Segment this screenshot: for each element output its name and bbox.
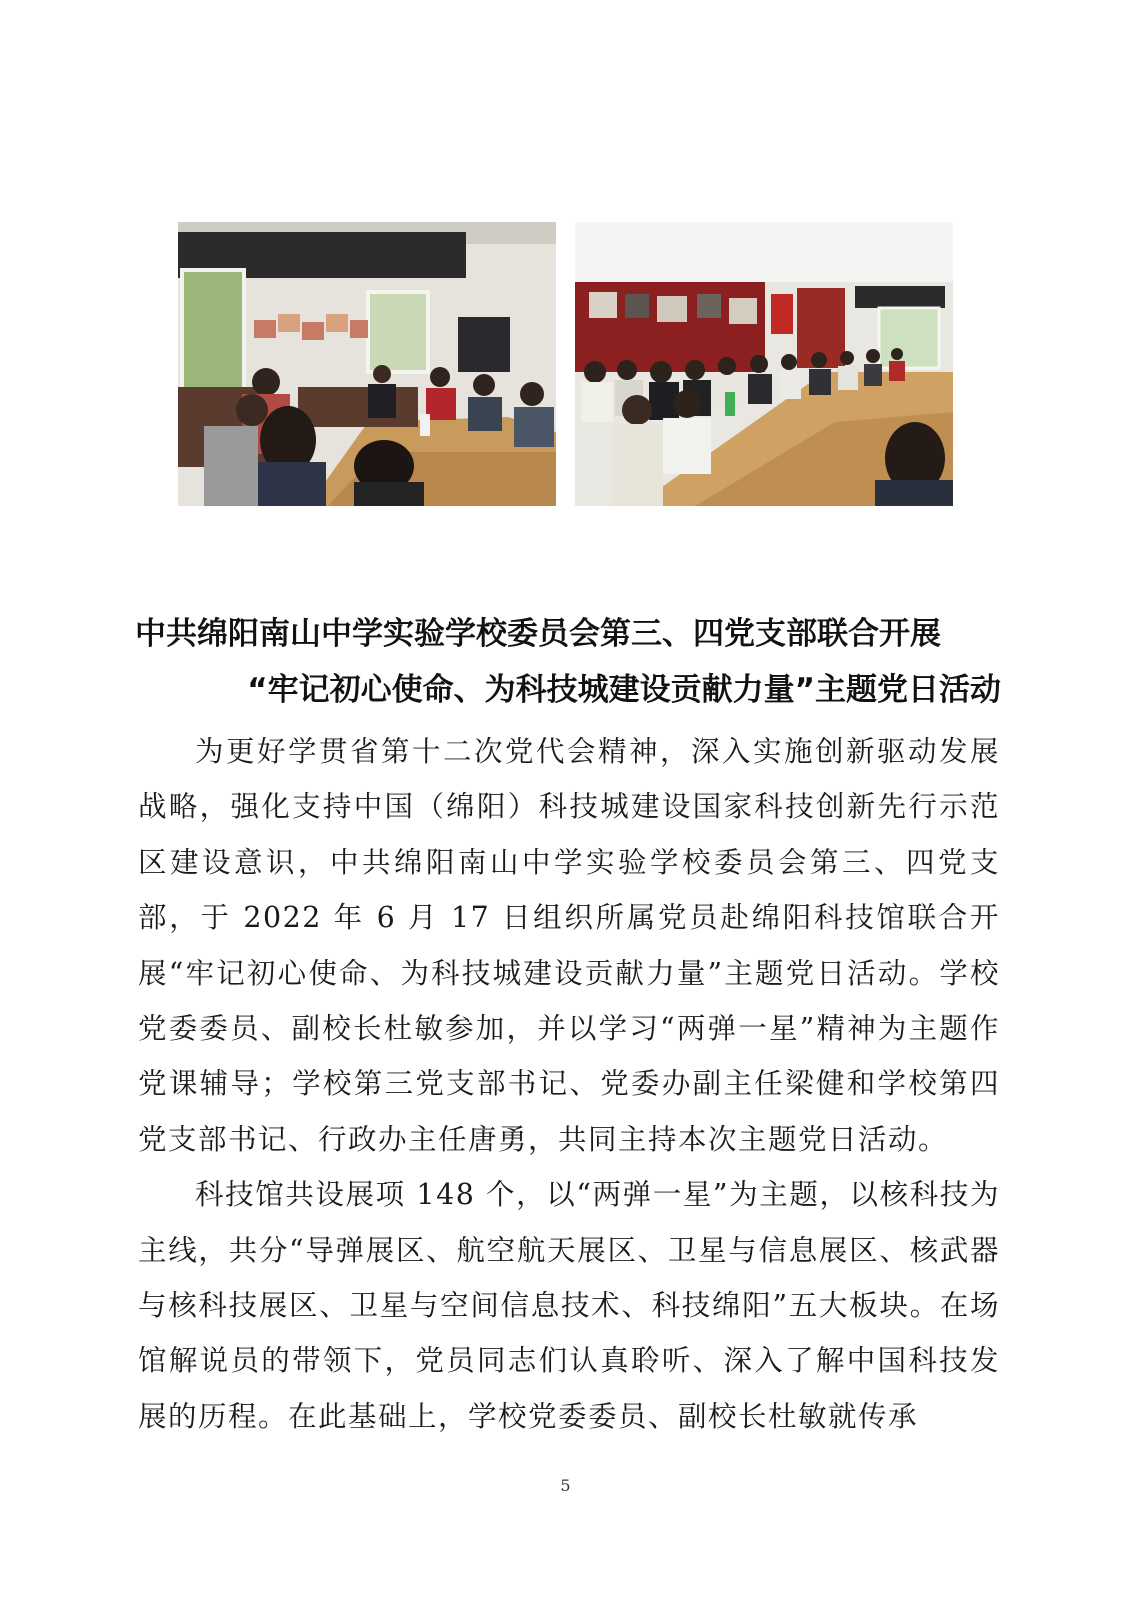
body-paragraph-1: 为更好学贯省第十二次党代会精神，深入实施创新驱动发展战略，强化支持中国（绵阳）科技城建设国家科技创新先行示范区建设意识，中共绵阳南山中学实验学校委员会第三、四党支部，于 2022 年 6 月 17 日组织所属党员赴绵阳科技馆联合开展“牢记初心使命、为科技城建设贡献力量”主题党日活动。学校党委委员、副校长杜敏参加，并以学习“两弹一星”精神为主题作党课辅导；学校第三党支部书记、党委办副主任梁健和学校第四党支部书记、行政办主任唐勇，共同主持本次主题党日活动。 (138, 735, 1000, 1156)
photo-meeting-room-right (575, 222, 953, 506)
photo-meeting-room-left (178, 222, 556, 506)
body-paragraph-2: 科技馆共设展项 148 个，以“两弹一星”为主题，以核科技为主线，共分“导弹展区、航空航天展区、卫星与信息展区、核武器与核科技展区、卫星与空间信息技术、科技绵阳”五大板块。在场馆解说员的带领下，党员同志们认真聆听、深入了解中国科技发展的历程。在此基础上，学校党委委员、副校长杜敏就传承 (138, 1178, 1000, 1433)
article-title-line-2: “牢记初心使命、为科技城建设贡献力量”主题党日活动 (247, 672, 1001, 708)
article-body (138, 724, 1000, 1444)
page-number: 5 (560, 1476, 571, 1495)
article-title-line-1: 中共绵阳南山中学实验学校委员会第三、四党支部联合开展 (135, 616, 941, 652)
